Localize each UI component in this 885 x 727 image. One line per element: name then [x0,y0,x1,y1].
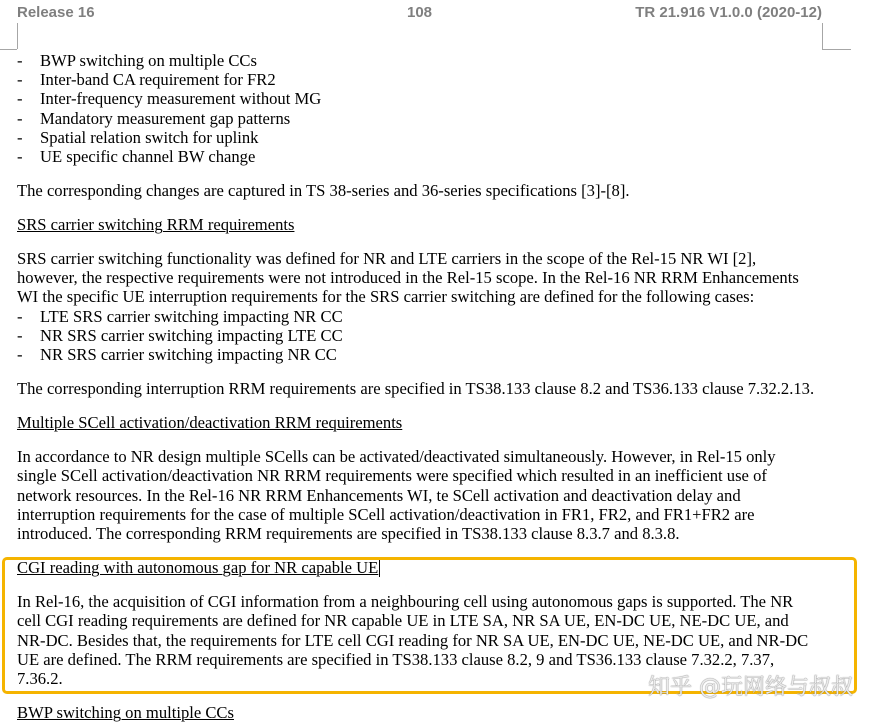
list-item-text: NR SRS carrier switching impacting NR CC [40,345,337,365]
header-page-number: 108 [406,4,433,21]
list-item [17,326,822,345]
list-item [17,70,822,89]
paragraph-changes-note: The corresponding changes are captured in TS 38-series and 36-series specifications [3]-[8]. [17,181,630,201]
paragraph-line: cell CGI reading requirements are defined for NR capable UE in LTE SA, NR SA UE, EN-DC UE, NE-DC UE, and [17,611,789,631]
list-item-text: BWP switching on multiple CCs [40,50,257,70]
paragraph-srs-closing: The corresponding interruption RRM requirements are specified in TS38.133 clause 8.2 and TS36.133 clause 7.32.2.13. [17,379,815,399]
paragraph-line: network resources. In the Rel-16 NR RRM Enhancements WI, te SCell activation and deactivation delay and [17,485,741,505]
paragraph-line: single SCell activation/deactivation NR RRM requirements were specified which resulted in an inefficient use of [17,466,767,486]
paragraph-cgi [17,592,822,689]
list-dash: - [17,50,23,70]
list-dash: - [17,345,23,365]
list-dash: - [17,89,23,109]
paragraph-line: interruption requirements for the case of multiple SCell activation/deactivation in FR1, FR2, and FR1+FR2 are [17,505,755,525]
section-heading-srs [17,215,822,234]
list-item [17,147,822,166]
paragraph-line: however, the respective requirements were not introduced in the Rel-15 scope. In the Rel-16 NR RRM Enhancements [17,268,799,288]
paragraph-line: UE are defined. The RRM requirements are specified in TS38.133 clause 8.2, 9 and TS36.133 clause 7.32.2, 7.37, [17,650,775,670]
header-release: Release 16 [17,4,95,21]
list-dash: - [17,69,23,89]
list-item-text: UE specific channel BW change [40,147,256,167]
page-header [17,4,822,22]
header-spec-id: TR 21.916 V1.0.0 (2020-12) [635,4,822,21]
paragraph-line: introduced. The corresponding RRM requirements are specified in TS38.133 clause 8.3.7 and 8.3.8. [17,524,680,544]
text-cursor [379,560,380,577]
list-dash: - [17,147,23,167]
crop-mark-left-horizontal [0,49,17,50]
watermark: 知乎 @玩网络与叔叔 [648,675,853,700]
section-heading-scell [17,413,822,432]
paragraph-line: In accordance to NR design multiple SCells can be activated/deactivated simultaneously. However, in Rel-15 only [17,447,776,466]
heading-text: Multiple SCell activation/deactivation RRM requirements [17,413,403,433]
section-heading-bwp [17,703,822,722]
paragraph-line: WI the specific UE interruption requirements for the SRS carrier switching are defined for the following cases: [17,287,755,307]
list-item-text: Mandatory measurement gap patterns [40,108,291,128]
paragraph-srs [17,249,822,365]
list-item-text: Spatial relation switch for uplink [40,127,259,147]
list-item [17,345,822,364]
feature-list [17,51,822,167]
list-item [17,109,822,128]
crop-mark-right-horizontal [822,49,851,50]
crop-mark-right-vertical [822,23,823,49]
list-dash: - [17,326,23,346]
list-item [17,128,822,147]
list-item [17,307,822,326]
list-item-text: Inter-band CA requirement for FR2 [40,69,276,89]
list-dash: - [17,127,23,147]
list-item-text: Inter-frequency measurement without MG [40,89,322,109]
paragraph-line: SRS carrier switching functionality was defined for NR and LTE carriers in the scope of the Rel-15 NR WI [2], [17,248,757,268]
paragraph-line: 7.36.2. [17,669,63,689]
list-item-text: LTE SRS carrier switching impacting NR CC [40,306,343,326]
list-item-text: NR SRS carrier switching impacting LTE CC [40,326,343,346]
paragraph-scell [17,447,822,544]
list-item [17,89,822,108]
heading-text: CGI reading with autonomous gap for NR capable UE [17,558,379,578]
crop-mark-left-vertical [17,23,18,49]
document-body[interactable] [17,51,822,727]
heading-text: BWP switching on multiple CCs [17,703,234,723]
paragraph-line: In Rel-16, the acquisition of CGI information from a neighbouring cell using autonomous gaps is supported. The NR [17,592,794,612]
list-item [17,51,822,70]
heading-text: SRS carrier switching RRM requirements [17,214,295,234]
list-dash: - [17,108,23,128]
section-heading-cgi [17,558,822,577]
list-dash: - [17,306,23,326]
paragraph-line: NR-DC. Besides that, the requirements for LTE cell CGI reading for NR SA UE, EN-DC UE, NE-DC UE, and NR-DC [17,630,809,650]
